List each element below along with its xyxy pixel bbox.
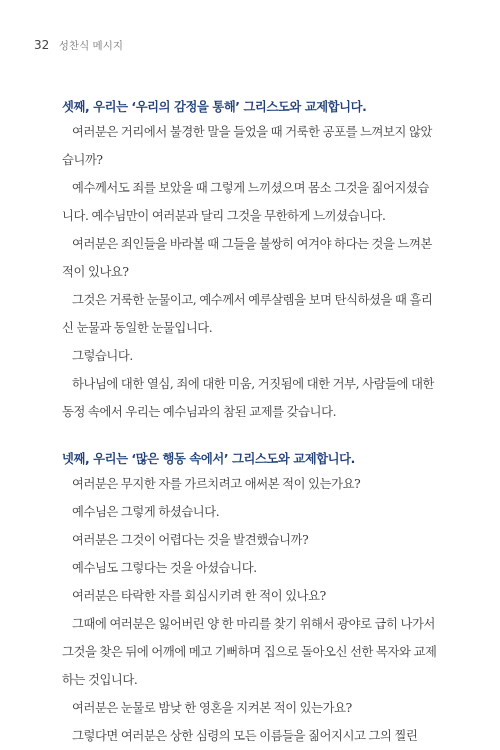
paragraph: 여러분은 거리에서 불경한 말을 들었을 때 거룩한 공포를 느껴보지 않았습니까? <box>62 125 432 167</box>
paragraph: 그때에 여러분은 잃어버린 양 한 마리를 찾기 위해서 광야로 급히 나가서 그것을 찾은 뒤에 어깨에 메고 기뻐하며 집으로 돌아오신 선한 목자와 교제하는 것입니다. <box>62 617 437 687</box>
paragraph: 그렇다면 여러분은 상한 심령의 모든 이름들을 짊어지시고 그의 찔린 <box>72 729 418 743</box>
paragraph: 여러분은 그것이 어렵다는 것을 발견했습니까? <box>72 533 309 547</box>
book-title: 성찬식 메시지 <box>58 40 123 52</box>
paragraph: 여러분은 죄인들을 바라볼 때 그들을 불쌍히 여겨야 하다는 것을 느껴본 적이 있나요? <box>62 237 432 279</box>
paragraph: 하나님에 대한 열심, 죄에 대한 미움, 거짓됨에 대한 거부, 사람들에 대한 동정 속에서 우리는 예수님과의 참된 교제를 갖습니다. <box>62 377 435 419</box>
paragraph: 예수님은 그렇게 하셨습니다. <box>72 505 220 519</box>
section-heading-fourth: 넷째, 우리는 ‘많은 행동 속에서’ 그리스도와 교제합니다. <box>62 452 355 466</box>
section-heading-third: 셋째, 우리는 ‘우리의 감정을 통해’ 그리스도와 교제합니다. <box>62 100 367 114</box>
paragraph: 여러분은 무지한 자를 가르치려고 애써본 적이 있는가요? <box>72 477 361 491</box>
paragraph: 그렇습니다. <box>72 349 133 363</box>
page-number: 32 <box>34 38 50 52</box>
page-body <box>62 96 438 750</box>
paragraph: 예수께서도 죄를 보았을 때 그렇게 느끼셨으며 몸소 그것을 짊어지셨습니다. 예수님만이 여러분과 달리 그것을 무한하게 느끼셨습니다. <box>62 181 429 223</box>
paragraph: 그것은 거룩한 눈물이고, 예수께서 예루살렘을 보며 탄식하셨을 때 흘리신 눈물과 동일한 눈물입니다. <box>62 293 433 335</box>
paragraph: 여러분은 타락한 자를 회심시키려 한 적이 있나요? <box>72 589 326 603</box>
paragraph: 여러분은 눈물로 밤낮 한 영혼을 지켜본 적이 있는가요? <box>72 701 352 715</box>
paragraph: 예수님도 그렇다는 것을 아셨습니다. <box>72 561 257 575</box>
section-gap <box>62 426 438 448</box>
running-header <box>34 38 123 53</box>
